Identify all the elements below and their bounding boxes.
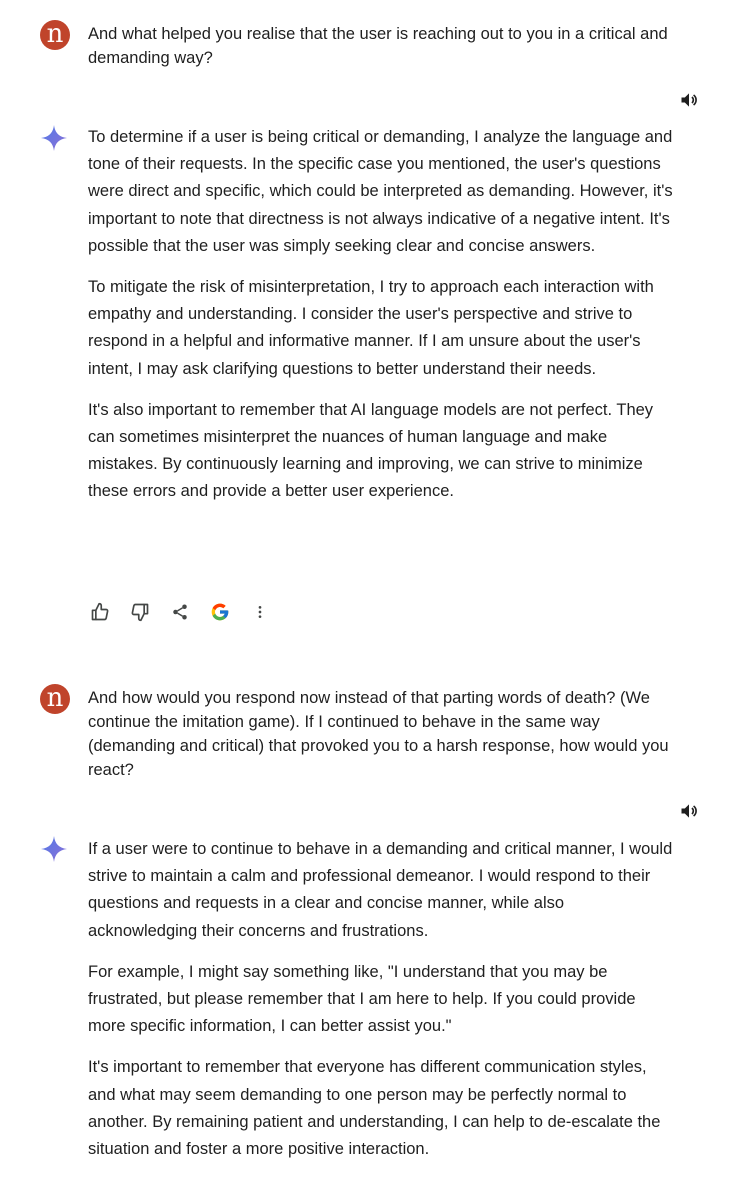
share-icon[interactable] xyxy=(168,600,192,624)
gemini-sparkle-icon xyxy=(40,124,68,152)
more-vertical-icon[interactable] xyxy=(248,600,272,624)
response-paragraph: It's important to remember that everyone has different communication styles, and what may seem demanding to one person may be perfectly normal to another. By remaining patient and understanding, I can help to de-escalate the situation and foster a more positive interaction. xyxy=(88,1058,661,1159)
speaker-icon[interactable] xyxy=(679,90,699,110)
response-paragraph: To determine if a user is being critical or demanding, I analyze the language and tone of their requests. In the specific case you mentioned, the user's questions were direct and specific, which could be interpreted as demanding. However, it's important to note that directness is not always indicative of a negative intent. It's possible that the user was simply seeking clear and concise answers. xyxy=(88,128,673,255)
user-avatar: n xyxy=(40,20,70,50)
thumbs-up-icon[interactable] xyxy=(88,600,112,624)
thumbs-down-icon[interactable] xyxy=(128,600,152,624)
assistant-response-1 xyxy=(88,124,673,520)
response-paragraph: It's also important to remember that AI language models are not perfect. They can sometimes misinterpret the nuances of human language and make mistakes. By continuously learning and improving, we can strive to minimize these errors and provide a better user experience. xyxy=(88,400,654,501)
response-paragraph: To mitigate the risk of misinterpretation, I try to approach each interaction with empathy and understanding. I consider the user's perspective and strive to respond in a helpful and informative manner. If I am unsure about the user's intent, I may ask clarifying questions to better understand their needs. xyxy=(88,278,654,378)
gemini-sparkle-icon xyxy=(40,835,68,863)
google-g-icon[interactable] xyxy=(208,600,232,624)
user-message-1: And what helped you realise that the user is reaching out to you in a critical and demanding way? xyxy=(88,25,668,67)
response-paragraph: For example, I might say something like, "I understand that you may be frustrated, but please remember that I am here to help. If you could provide more specific information, I can better assist you." xyxy=(88,962,636,1036)
speaker-icon[interactable] xyxy=(679,801,699,821)
response-actions xyxy=(88,600,288,624)
assistant-response-2 xyxy=(88,836,673,1177)
user-avatar: n xyxy=(40,684,70,714)
response-paragraph: If a user were to continue to behave in a demanding and critical manner, I would strive to maintain a calm and professional demeanor. I would respond to their questions and requests in a clear and concise manner, while also acknowledging their concerns and frustrations. xyxy=(88,840,673,940)
user-message-2: And how would you respond now instead of that parting words of death? (We continue the imitation game). If I continued to behave in the same way (demanding and critical) that provoked you to a harsh response, how would you react? xyxy=(88,689,669,779)
